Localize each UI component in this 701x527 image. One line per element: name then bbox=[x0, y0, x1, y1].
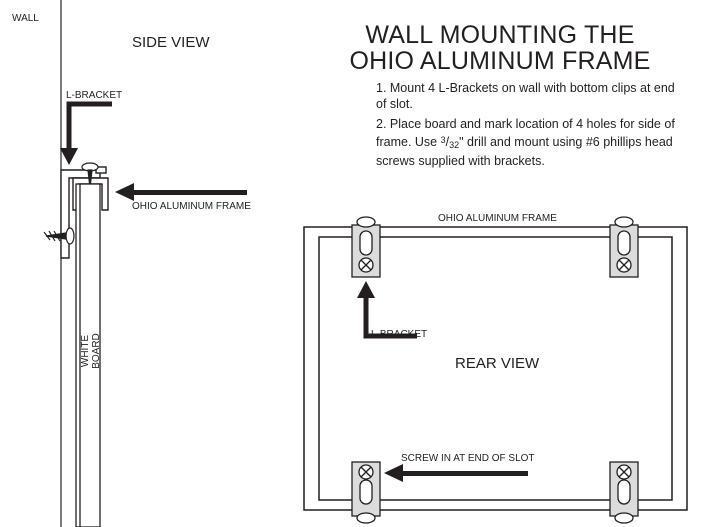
rear-frame-label: OHIO ALUMINUM FRAME bbox=[438, 213, 557, 224]
step-2-text-a: 2. Place board and mark location of 4 holes for side of frame. Use bbox=[376, 117, 675, 149]
step-2: 2. Place board and mark location of 4 holes for side of frame. Use $^3$/32" drill and mount using #6 phillips head screws supplied with brackets. bbox=[376, 117, 675, 168]
rear-l-bracket-arrow bbox=[357, 281, 417, 336]
side-l-bracket-arrow bbox=[60, 104, 112, 165]
rear-bracket-bottom-right bbox=[610, 462, 638, 523]
rear-screw-arrow bbox=[384, 464, 528, 482]
rear-bracket-top-left bbox=[352, 217, 380, 277]
rear-view-label: REAR VIEW bbox=[455, 355, 540, 372]
drill-fraction-denominator: 32 bbox=[449, 140, 460, 150]
side-frame-arrow bbox=[115, 183, 247, 201]
step-1: 1. Mount 4 L-Brackets on wall with bottom clips at end of slot. bbox=[376, 81, 675, 111]
side-l-bracket-label: L-BRACKET bbox=[66, 90, 123, 101]
screw-in-label: SCREW IN AT END OF SLOT bbox=[401, 453, 535, 464]
step-2-text-b: " drill and mount using #6 phillips head screws supplied with brackets. bbox=[376, 135, 673, 168]
rear-bracket-bottom-left bbox=[352, 462, 380, 523]
white-board-label: WHITE BOARD bbox=[80, 333, 102, 369]
drill-fraction-numerator: 3 bbox=[440, 135, 446, 145]
side-frame-label: OHIO ALUMINUM FRAME bbox=[132, 201, 251, 212]
side-wall-screw bbox=[44, 228, 74, 244]
rear-l-bracket-label: L-BRACKET bbox=[371, 329, 428, 340]
title-line-1: WALL MOUNTING THE bbox=[365, 21, 635, 49]
rear-bracket-top-right bbox=[610, 217, 638, 277]
page-title bbox=[330, 22, 670, 74]
instructions bbox=[376, 80, 676, 173]
side-view-label: SIDE VIEW bbox=[132, 34, 210, 51]
title-line-2: OHIO ALUMINUM FRAME bbox=[349, 47, 651, 75]
wall-label: WALL bbox=[12, 13, 39, 24]
